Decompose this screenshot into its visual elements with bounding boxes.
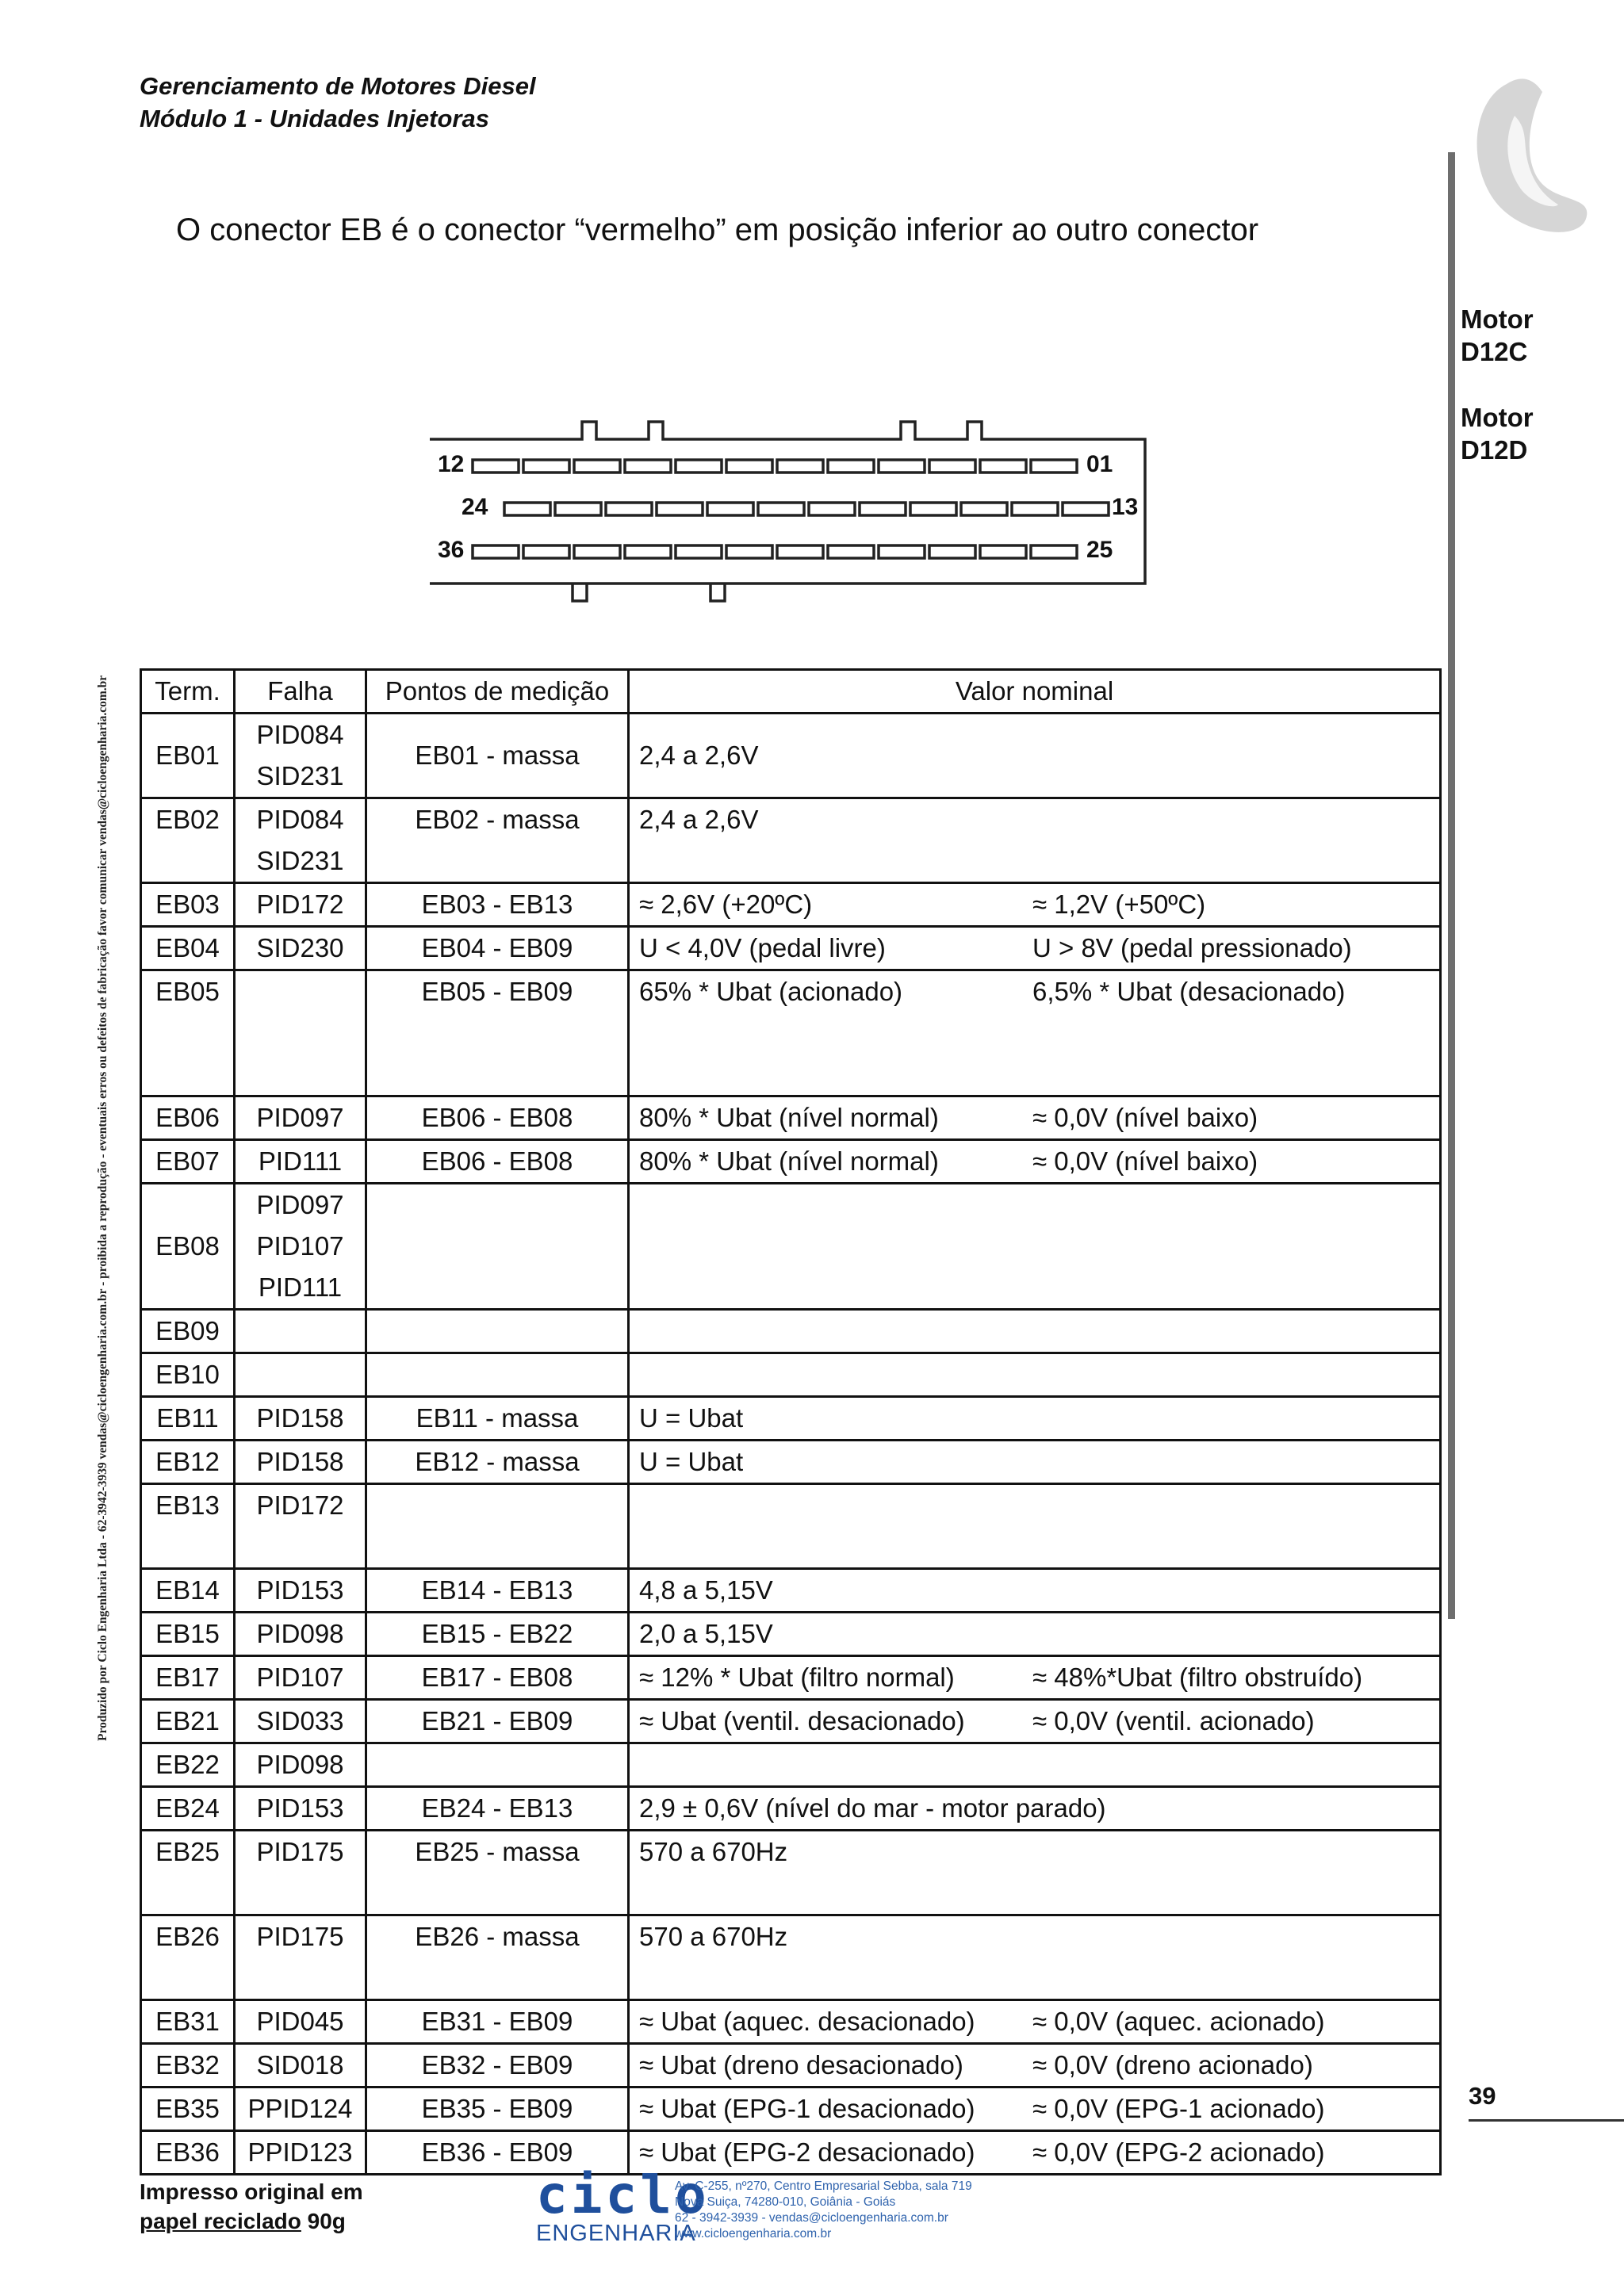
connector-pin-slot: [879, 460, 925, 473]
valor-cell: [629, 1310, 1441, 1353]
connector-pin-slot: [504, 503, 550, 515]
pontos-cell: [366, 1184, 629, 1310]
term-cell: EB15: [141, 1613, 235, 1656]
pontos-cell: EB31 - EB09: [366, 2000, 629, 2044]
connector-pin-slot: [860, 503, 906, 515]
pontos-cell: EB01 - massa: [366, 714, 629, 798]
address-line: Nova Suiça, 74280-010, Goiânia - Goiás: [675, 2195, 896, 2209]
valor-secondary: ≈ 0,0V (aquec. acionado): [1032, 2007, 1325, 2036]
falha-cell: PID158: [235, 1441, 366, 1484]
term-cell: EB24: [141, 1787, 235, 1831]
motor-model: D12D: [1461, 435, 1528, 465]
falha-line: PID084: [256, 805, 344, 834]
term-cell: EB12: [141, 1441, 235, 1484]
address-line: Av. C-255, nº270, Centro Empresarial Sebba, sala 719: [675, 2179, 972, 2193]
connector-pin-slot: [758, 503, 804, 515]
table-row: [141, 970, 1441, 1096]
pontos-cell: EB21 - EB09: [366, 1700, 629, 1743]
connector-pin-slot: [910, 503, 956, 515]
falha-cell: PID098: [235, 1613, 366, 1656]
table-row: [141, 1787, 1441, 1831]
connector-pin-slot: [625, 545, 671, 558]
valor-secondary: U > 8V (pedal pressionado): [1032, 933, 1352, 962]
valor-cell: [629, 1441, 1441, 1484]
term-cell: EB08: [141, 1184, 235, 1310]
connector-pin-slot: [809, 503, 855, 515]
connector-pin-slot: [980, 460, 1026, 473]
brand-subtitle: ENGENHARIA: [536, 2221, 696, 2246]
valor-primary: ≈ Ubat (aquec. desacionado): [639, 2007, 975, 2036]
motor-label-line: Motor: [1461, 304, 1534, 334]
valor-cell: [629, 1656, 1441, 1700]
pin-label-13: 13: [1112, 494, 1139, 520]
term-cell: EB03: [141, 883, 235, 927]
ciclo-engenharia-logo: [536, 2164, 710, 2246]
valor-cell: [629, 2044, 1441, 2087]
pontos-cell: [366, 1484, 629, 1569]
connector-pin-slot: [777, 545, 823, 558]
connector-pin-slot: [657, 503, 703, 515]
ciclo-swirl-logo-icon: [1459, 68, 1594, 258]
connector-pin-slot: [961, 503, 1007, 515]
table-row: [141, 2131, 1441, 2175]
table-row: [141, 2000, 1441, 2044]
falha-cell: PID172: [235, 1484, 366, 1569]
connector-pin-slot: [1031, 545, 1077, 558]
table-row: [141, 883, 1441, 927]
pontos-cell: [366, 1743, 629, 1787]
valor-secondary: ≈ 0,0V (EPG-1 acionado): [1032, 2094, 1325, 2123]
valor-cell: [629, 1915, 1441, 2000]
table-row: [141, 1569, 1441, 1613]
pin-label-36: 36: [438, 537, 465, 563]
falha-line: SID231: [256, 846, 344, 875]
connector-pin-slot: [726, 545, 772, 558]
document-header: [140, 70, 536, 135]
motor-label-d12d: [1461, 401, 1534, 466]
table-row: [141, 1184, 1441, 1310]
pontos-cell: EB32 - EB09: [366, 2044, 629, 2087]
connector-pin-slot: [929, 460, 975, 473]
falha-line: PID097: [256, 1190, 344, 1219]
valor-primary: ≈ 2,6V (+20ºC): [639, 890, 813, 919]
pontos-cell: EB15 - EB22: [366, 1613, 629, 1656]
motor-label-d12c: [1461, 303, 1534, 368]
connector-pin-slot: [473, 545, 519, 558]
header-falha: Falha: [235, 670, 366, 714]
recycled-paper-text: papel reciclado: [140, 2209, 301, 2233]
valor-primary: ≈ 12% * Ubat (filtro normal): [639, 1663, 955, 1692]
connector-eb-diagram: [428, 419, 1158, 606]
term-cell: EB21: [141, 1700, 235, 1743]
connector-pin-slot: [828, 545, 874, 558]
print-note-line: [140, 2206, 363, 2236]
valor-cell: [629, 2000, 1441, 2044]
pontos-cell: EB05 - EB09: [366, 970, 629, 1096]
table-header-row: [141, 670, 1441, 714]
valor-cell: [629, 1184, 1441, 1310]
valor-cell: [629, 2087, 1441, 2131]
valor-secondary: ≈ 1,2V (+50ºC): [1032, 890, 1206, 919]
falha-cell: [235, 1353, 366, 1397]
table-row: [141, 2087, 1441, 2131]
valor-primary: ≈ Ubat (ventil. desacionado): [639, 1706, 965, 1735]
falha-cell: SID033: [235, 1700, 366, 1743]
table-row: [141, 1743, 1441, 1787]
pontos-cell: EB02 - massa: [366, 798, 629, 883]
header-term: Term.: [141, 670, 235, 714]
valor-primary: 2,4 a 2,6V: [639, 740, 759, 770]
valor-primary: 4,8 a 5,15V: [639, 1575, 773, 1605]
header-valor: Valor nominal: [629, 670, 1441, 714]
term-cell: EB02: [141, 798, 235, 883]
connector-pin-slot: [574, 545, 620, 558]
table-row: [141, 714, 1441, 798]
connector-pin-slot: [707, 503, 753, 515]
connector-pin-slot: [574, 460, 620, 473]
valor-primary: U = Ubat: [639, 1403, 744, 1433]
connector-pin-slot: [879, 545, 925, 558]
falha-line: PID111: [258, 1272, 343, 1302]
document-subtitle: Módulo 1 - Unidades Injetoras: [140, 105, 489, 132]
connector-pin-slot: [523, 545, 569, 558]
valor-secondary: 6,5% * Ubat (desacionado): [1032, 977, 1346, 1006]
valor-secondary: ≈ 0,0V (nível baixo): [1032, 1103, 1258, 1132]
falha-line: PID084: [256, 720, 344, 749]
falha-cell: [235, 1310, 366, 1353]
pontos-cell: EB36 - EB09: [366, 2131, 629, 2175]
table-row: [141, 1441, 1441, 1484]
valor-cell: [629, 714, 1441, 798]
valor-primary: 2,0 a 5,15V: [639, 1619, 773, 1648]
table-row: [141, 798, 1441, 883]
valor-cell: [629, 1096, 1441, 1140]
term-cell: EB10: [141, 1353, 235, 1397]
connector-outline: [430, 422, 1145, 601]
side-vertical-rule: [1448, 152, 1455, 1619]
pontos-cell: EB03 - EB13: [366, 883, 629, 927]
vertical-copyright-text: Produzido por Ciclo Engenharia Ltda - 62-3942-3939 vendas@cicloengenharia.com.br - proibida a reprodução - eventuais erros ou defeitos de fabricação favor comunicar vendas@cicloengenharia.com.br: [96, 675, 109, 1741]
connector-pin-slot: [523, 460, 569, 473]
falha-cell: PID153: [235, 1787, 366, 1831]
valor-primary: 2,9 ± 0,6V (nível do mar - motor parado): [639, 1793, 1106, 1823]
pontos-cell: EB24 - EB13: [366, 1787, 629, 1831]
falha-cell: PID175: [235, 1915, 366, 2000]
table-row: [141, 1096, 1441, 1140]
term-cell: EB06: [141, 1096, 235, 1140]
term-cell: EB22: [141, 1743, 235, 1787]
valor-primary: 570 a 670Hz: [639, 1837, 788, 1866]
table-row: [141, 1140, 1441, 1184]
connector-pin-slot: [980, 545, 1026, 558]
term-cell: EB01: [141, 714, 235, 798]
valor-primary: 80% * Ubat (nível normal): [639, 1146, 939, 1176]
valor-cell: [629, 1700, 1441, 1743]
term-cell: EB17: [141, 1656, 235, 1700]
valor-primary: 570 a 670Hz: [639, 1922, 788, 1951]
falha-cell: PID175: [235, 1831, 366, 1915]
term-cell: EB11: [141, 1397, 235, 1441]
pontos-cell: EB06 - EB08: [366, 1140, 629, 1184]
falha-cell: PID045: [235, 2000, 366, 2044]
term-cell: EB14: [141, 1569, 235, 1613]
valor-cell: [629, 927, 1441, 970]
print-note: [140, 2177, 363, 2236]
valor-primary: 2,4 a 2,6V: [639, 805, 759, 834]
pontos-cell: [366, 1353, 629, 1397]
connector-pin-slot: [555, 503, 601, 515]
falha-cell: [235, 1184, 366, 1310]
valor-cell: [629, 1353, 1441, 1397]
falha-cell: SID230: [235, 927, 366, 970]
pontos-cell: EB14 - EB13: [366, 1569, 629, 1613]
valor-secondary: ≈ 0,0V (nível baixo): [1032, 1146, 1258, 1176]
falha-cell: [235, 970, 366, 1096]
term-cell: EB09: [141, 1310, 235, 1353]
pontos-cell: EB11 - massa: [366, 1397, 629, 1441]
print-note-line: Impresso original em: [140, 2179, 363, 2204]
term-cell: EB13: [141, 1484, 235, 1569]
motor-model: D12C: [1461, 337, 1528, 366]
falha-cell: PID111: [235, 1140, 366, 1184]
connector-pin-slot: [676, 545, 722, 558]
term-cell: EB32: [141, 2044, 235, 2087]
falha-cell: [235, 714, 366, 798]
falha-cell: PID098: [235, 1743, 366, 1787]
pin-table: [140, 668, 1442, 2175]
valor-secondary: ≈ 0,0V (ventil. acionado): [1032, 1706, 1315, 1735]
valor-primary: U < 4,0V (pedal livre): [639, 933, 886, 962]
valor-primary: U = Ubat: [639, 1447, 744, 1476]
intro-text: O conector EB é o conector “vermelho” em posição inferior ao outro conector: [176, 212, 1259, 247]
term-cell: EB26: [141, 1915, 235, 2000]
connector-pin-slot: [929, 545, 975, 558]
connector-pin-slot: [1063, 503, 1109, 515]
table-row: [141, 1831, 1441, 1915]
brand-name: ciclo: [536, 2164, 710, 2225]
falha-cell: PPID123: [235, 2131, 366, 2175]
valor-cell: [629, 883, 1441, 927]
table-row: [141, 927, 1441, 970]
pontos-cell: [366, 1310, 629, 1353]
valor-cell: [629, 1484, 1441, 1569]
valor-cell: [629, 1397, 1441, 1441]
pontos-cell: EB35 - EB09: [366, 2087, 629, 2131]
address-line: 62 - 3942-3939 - vendas@cicloengenharia.com.br: [675, 2211, 948, 2225]
table-row: [141, 1656, 1441, 1700]
pin-label-24: 24: [462, 494, 488, 520]
pontos-cell: EB12 - massa: [366, 1441, 629, 1484]
falha-line: SID231: [256, 761, 344, 790]
falha-cell: PID158: [235, 1397, 366, 1441]
term-cell: EB05: [141, 970, 235, 1096]
valor-secondary: ≈ 48%*Ubat (filtro obstruído): [1032, 1663, 1363, 1692]
valor-cell: [629, 970, 1441, 1096]
falha-cell: PID097: [235, 1096, 366, 1140]
term-cell: EB36: [141, 2131, 235, 2175]
pontos-cell: EB17 - EB08: [366, 1656, 629, 1700]
table-row: [141, 1484, 1441, 1569]
connector-pin-slot: [676, 460, 722, 473]
header-pontos: Pontos de medição: [366, 670, 629, 714]
table-row: [141, 1915, 1441, 2000]
table-row: [141, 1353, 1441, 1397]
motor-label-line: Motor: [1461, 403, 1534, 432]
connector-pin-slot: [625, 460, 671, 473]
valor-cell: [629, 1743, 1441, 1787]
valor-primary: 80% * Ubat (nível normal): [639, 1103, 939, 1132]
falha-cell: PID153: [235, 1569, 366, 1613]
valor-secondary: ≈ 0,0V (EPG-2 acionado): [1032, 2137, 1325, 2167]
term-cell: EB04: [141, 927, 235, 970]
valor-cell: [629, 1569, 1441, 1613]
valor-cell: [629, 1787, 1441, 1831]
table-row: [141, 1613, 1441, 1656]
falha-cell: PID107: [235, 1656, 366, 1700]
connector-pin-slot: [777, 460, 823, 473]
falha-line: PID107: [256, 1231, 344, 1261]
term-cell: EB35: [141, 2087, 235, 2131]
falha-cell: PID172: [235, 883, 366, 927]
valor-primary: ≈ Ubat (dreno desacionado): [639, 2050, 963, 2080]
valor-primary: ≈ Ubat (EPG-2 desacionado): [639, 2137, 975, 2167]
connector-pin-slot: [726, 460, 772, 473]
table-row: [141, 1310, 1441, 1353]
connector-pin-slot: [1012, 503, 1058, 515]
pontos-cell: EB04 - EB09: [366, 927, 629, 970]
valor-primary: 65% * Ubat (acionado): [639, 977, 903, 1006]
address-line: www.cicloengenharia.com.br: [675, 2227, 832, 2241]
connector-pin-slot: [1031, 460, 1077, 473]
pin-label-25: 25: [1086, 537, 1113, 563]
paper-weight: 90g: [307, 2209, 346, 2233]
page-number-rule: [1469, 2119, 1624, 2122]
term-cell: EB31: [141, 2000, 235, 2044]
valor-cell: [629, 2131, 1441, 2175]
table-row: [141, 1700, 1441, 1743]
term-cell: EB07: [141, 1140, 235, 1184]
connector-pin-slot: [606, 503, 652, 515]
connector-pin-rows: [473, 460, 1109, 558]
pin-label-01: 01: [1086, 451, 1113, 477]
falha-cell: PPID124: [235, 2087, 366, 2131]
table-row: [141, 2044, 1441, 2087]
valor-cell: [629, 1140, 1441, 1184]
valor-cell: [629, 1613, 1441, 1656]
valor-cell: [629, 1831, 1441, 1915]
connector-pin-slot: [828, 460, 874, 473]
valor-primary: ≈ Ubat (EPG-1 desacionado): [639, 2094, 975, 2123]
company-address: [675, 2179, 972, 2242]
falha-cell: [235, 798, 366, 883]
valor-cell: [629, 798, 1441, 883]
document-title: Gerenciamento de Motores Diesel: [140, 72, 536, 100]
valor-secondary: ≈ 0,0V (dreno acionado): [1032, 2050, 1313, 2080]
page-number: 39: [1469, 2082, 1496, 2110]
pontos-cell: EB25 - massa: [366, 1831, 629, 1915]
table-row: [141, 1397, 1441, 1441]
term-cell: EB25: [141, 1831, 235, 1915]
falha-cell: SID018: [235, 2044, 366, 2087]
pin-label-12: 12: [438, 451, 465, 477]
pontos-cell: EB06 - EB08: [366, 1096, 629, 1140]
connector-pin-slot: [473, 460, 519, 473]
pontos-cell: EB26 - massa: [366, 1915, 629, 2000]
